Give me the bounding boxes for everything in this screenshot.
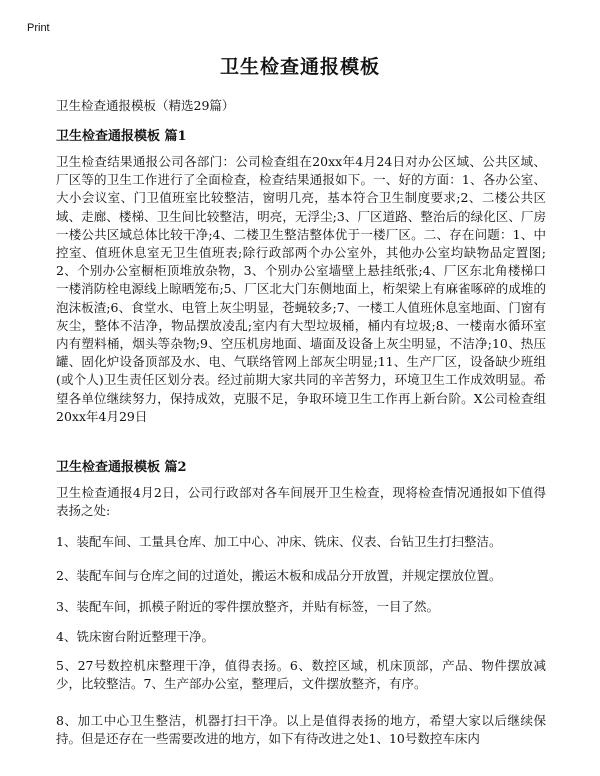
section-2-item-8: 8、加工中心卫生整洁，机器打扫干净。以上是值得表扬的地方，希望大家以后继续保持。但是还存在一些需要改进的地方，如下有待改进之处1、10号数控车床内 (56, 713, 546, 747)
section-2-heading: 卫生检查通报模板 篇2 (56, 460, 187, 475)
document-subtitle: 卫生检查通报模板（精选29篇） (56, 98, 235, 113)
section-1-heading: 卫生检查通报模板 篇1 (56, 129, 187, 144)
page-title: 卫生检查通报模板 (219, 56, 380, 78)
section-2-item-3: 3、装配车间，抓模子附近的零件摆放整齐，并贴有标签，一目了然。 (56, 599, 439, 614)
section-2-item-4: 4、铣床窗台附近整理干净。 (56, 629, 214, 644)
section-1-body: 卫生检查结果通报公司各部门：公司检查组在20xx年4月24日对办公区域、公共区域、厂区等的卫生工作进行了全面检查，检查结果通报如下。一、好的方面：1、各办公室、大小会议室、门卫值班室比较整洁，窗明几亮，基本符合卫生制度要求;2、二楼公共区域、走廊、楼梯、卫生间比较整洁，明亮，无浮尘;3、厂区道路、整治后的绿化区、厂房一楼公共区域总体比较干净;4、二楼卫生整洁整体优于一楼厂区。二、存在问题：1、中控室、值班休息室无卫生值班表;除行政部两个办公室外，其他办公室均缺物品定置图;2、个别办公室橱柜顶堆放杂物，3、个别办公室墙壁上悬挂纸张;4、厂区东北角楼梯口一楼消防栓电源线上晾晒笼布;5、厂区北大门东侧地面上，桁架梁上有麻雀啄碎的成堆的泡沫板渣;6、食堂水、电管上灰尘明显，苍蝇较多;7、一楼工人值班休息室地面、门窗有灰尘，整体不洁净，物品摆放凌乱;室内有大型垃圾桶，桶内有垃圾;8、一楼南水循环室内有塑料桶，烟头等杂物;9、空压机房地面、墙面及设备上灰尘明显，不洁净;10、热压罐、固化炉设备顶部及水、电、气联络管网上部灰尘明显;11、生产厂区，设备缺少班组(或个人)卫生责任区划分表。经过前期大家共同的辛苦努力，环境卫生工作成效明显。希望各单位继续努力，保持成效，克服不足，争取环境卫生工作再上新台阶。X公司检查组20xx年4月29日 (56, 154, 546, 424)
section-2-intro: 卫生检查通报4月2日，公司行政部对各车间展开卫生检查，现将检查情况通报如下值得表扬之处: (56, 485, 546, 519)
section-2-item-1: 1、装配车间、工量具仓库、加工中心、冲床、铣床、仪表、台钻卫生打扫整洁。 (56, 534, 502, 549)
print-link[interactable]: Print (27, 22, 50, 34)
section-2-item-2: 2、装配车间与仓库之间的过道处，搬运木板和成品分开放置，并规定摆放位置。 (56, 568, 502, 583)
section-2-item-5: 5、27号数控机床整理干净，值得表扬。6、数控区域，机床顶部，产品、物件摆放减少，比较整洁。7、生产部办公室，整理后，文件摆放整齐，有序。 (56, 658, 546, 692)
